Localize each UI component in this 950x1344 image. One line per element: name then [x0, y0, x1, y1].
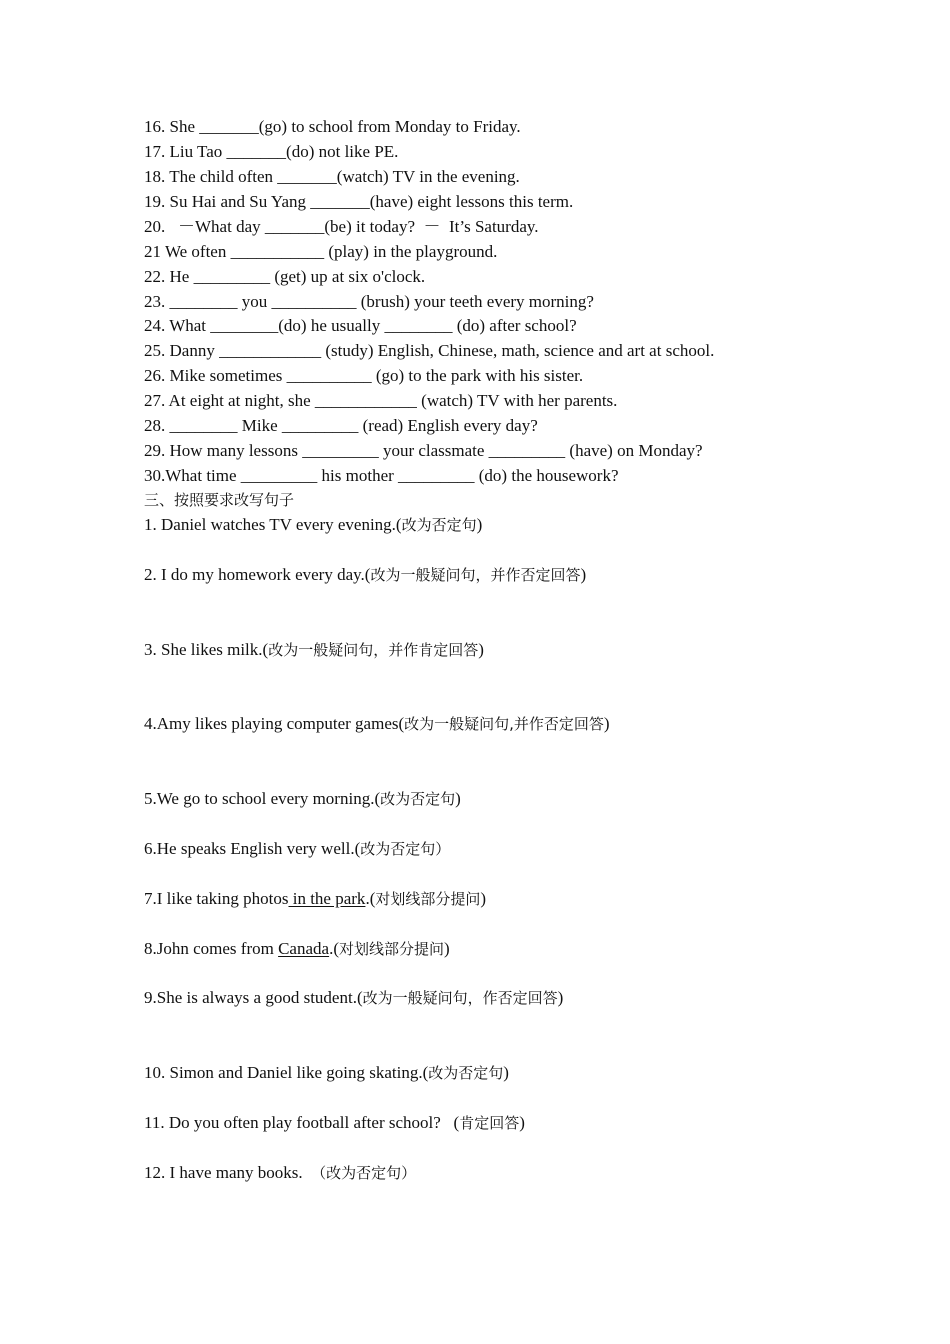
exercise-25: 25. Danny ____________ (study) English, Chinese, math, science and art at school. [144, 341, 715, 360]
rewrite-9: 9.She is always a good student.(改为一般疑问句，作否定回答) [144, 988, 564, 1007]
underlined-phrase: in the park [288, 889, 366, 908]
rewrite-11: 11. Do you often play football after school? (肯定回答) [144, 1113, 525, 1132]
rewrite-2: 2. I do my homework every day.(改为一般疑问句，并作否定回答) [144, 565, 587, 584]
exercise-23: 23. ________ you __________ (brush) your teeth every morning? [144, 292, 594, 311]
rewrite-4: 4.Amy likes playing computer games(改为一般疑问句,并作否定回答) [144, 714, 610, 733]
rewrite-5: 5.We go to school every morning.(改为否定句) [144, 789, 461, 808]
exercise-18: 18. The child often _______(watch) TV in the evening. [144, 167, 520, 186]
exercise-21: 21 We often ___________ (play) in the playground. [144, 242, 498, 261]
exercise-24: 24. What ________(do) he usually ________ (do) after school? [144, 316, 577, 335]
exercise-22: 22. He _________ (get) up at six o'clock. [144, 267, 426, 286]
exercise-28: 28. ________ Mike _________ (read) English every day? [144, 416, 538, 435]
rewrite-12: 12. I have many books. （改为否定句） [144, 1163, 417, 1182]
underlined-phrase: Canada [278, 939, 330, 958]
exercise-29: 29. How many lessons _________ your classmate _________ (have) on Monday? [144, 441, 703, 460]
exercise-27: 27. At eight at night, she ____________ (watch) TV with her parents. [144, 391, 618, 410]
rewrite-10: 10. Simon and Daniel like going skating.(改为否定句) [144, 1063, 509, 1082]
rewrite-1: 1. Daniel watches TV every evening.(改为否定句) [144, 515, 483, 534]
section-heading: 三、按照要求改写句子 [144, 491, 295, 509]
exercise-20: 20. －What day _______(be) it today? － It’s Saturday. [144, 217, 539, 236]
exercise-26: 26. Mike sometimes __________ (go) to the park with his sister. [144, 366, 584, 385]
exercise-19: 19. Su Hai and Su Yang _______(have) eight lessons this term. [144, 192, 574, 211]
rewrite-3: 3. She likes milk.(改为一般疑问句，并作肯定回答) [144, 640, 484, 659]
exercise-16: 16. She _______(go) to school from Monday to Friday. [144, 117, 521, 136]
rewrite-8: 8.John comes from Canada.(对划线部分提问) [144, 939, 450, 958]
exercise-30: 30.What time _________ his mother _________ (do) the housework? [144, 466, 619, 485]
exercise-17: 17. Liu Tao _______(do) not like PE. [144, 142, 399, 161]
rewrite-6: 6.He speaks English very well.(改为否定句） [144, 839, 451, 858]
rewrite-7: 7.I like taking photos in the park.(对划线部分提问) [144, 889, 487, 908]
